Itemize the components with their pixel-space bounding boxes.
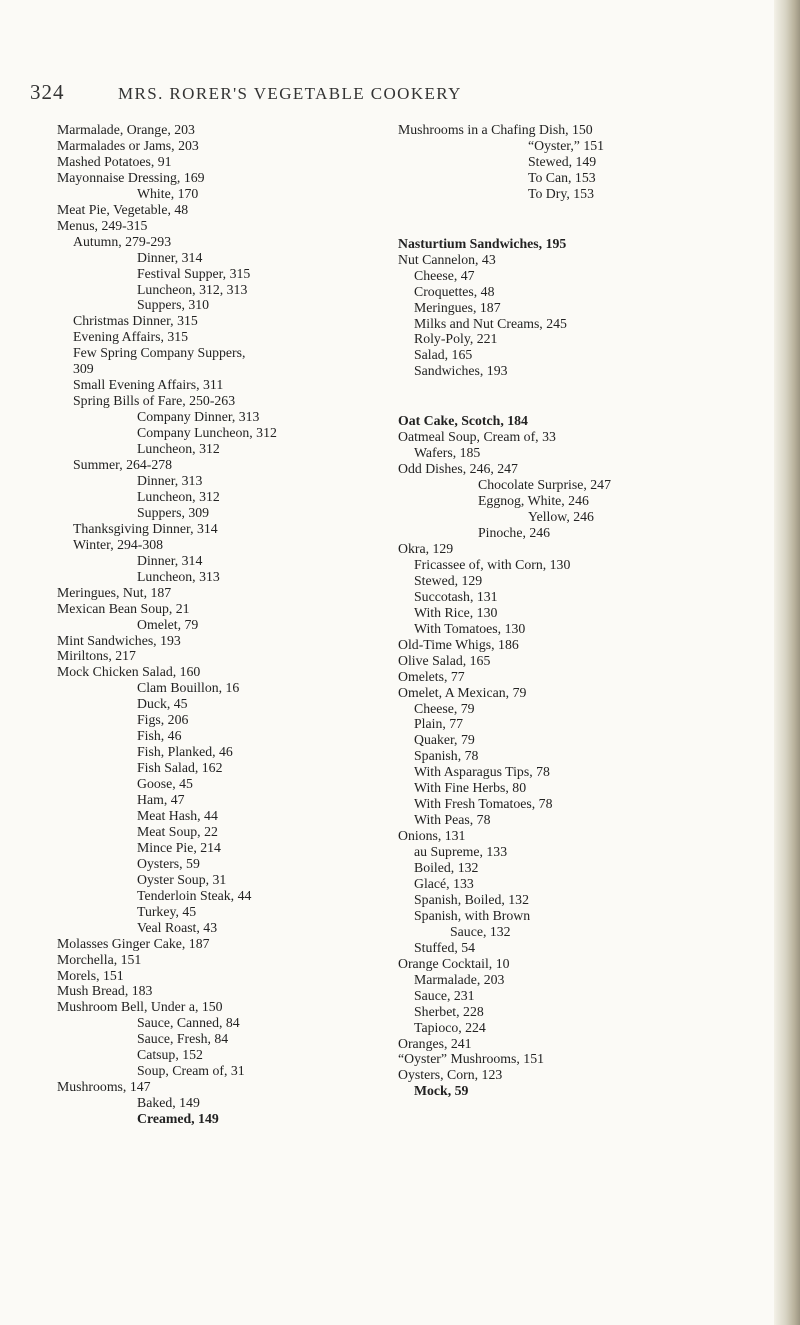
index-entry: Mushrooms, 147 [57,1079,151,1095]
index-entry: Okra, 129 [398,540,454,556]
index-subentry: Suppers, 310 [137,297,210,313]
index-subentry: Quaker, 79 [414,732,475,748]
page-number: 324 [30,80,65,104]
index-subentry: au Supreme, 133 [414,844,508,860]
index-subentry: To Dry, 153 [528,185,594,201]
index-subentry: Luncheon, 312, 313 [137,281,248,297]
index-subentry: Chocolate Surprise, 247 [478,477,611,493]
index-subentry: Spanish, Boiled, 132 [414,891,529,907]
index-entry: “Oyster” Mushrooms, 151 [398,1051,544,1067]
index-entry: Nasturtium Sandwiches, 195 [398,235,567,251]
running-head-title: MRS. RORER'S VEGETABLE COOKERY [118,84,462,103]
index-subentry: Few Spring Company Suppers, [73,345,246,361]
index-subentry: With Rice, 130 [414,604,498,620]
section-spacer [398,219,770,236]
index-entry: Mashed Potatoes, 91 [57,153,172,169]
index-entry: Oat Cake, Scotch, 184 [398,413,528,429]
index-subentry: Sherbet, 228 [414,1003,484,1019]
index-subentry: Pinoche, 246 [478,525,551,541]
index-subentry: With Peas, 78 [414,812,491,828]
index-subentry: Festival Supper, 315 [137,265,251,281]
index-subentry: Spring Bills of Fare, 250-263 [73,393,236,409]
index-subentry: Glacé, 133 [414,875,474,891]
page-edge-shadow [774,0,800,1325]
index-subentry: Salad, 165 [414,347,473,363]
index-subentry: Soup, Cream of, 31 [137,1063,245,1079]
index-column-left [57,122,387,1127]
index-subentry: Dinner, 313 [137,472,203,488]
index-subentry: Milks and Nut Creams, 245 [414,315,567,331]
index-subentry: Roly-Poly, 221 [414,331,498,347]
index-subentry: Spanish, with Brown [414,907,531,923]
index-subentry: Fish, Planked, 46 [137,744,233,760]
index-subentry: Ham, 47 [137,792,185,808]
index-subentry: Sauce, 132 [450,923,511,939]
index-subentry: Luncheon, 312 [137,441,220,457]
index-entry: Mint Sandwiches, 193 [57,632,181,648]
index-subentry: Marmalade, 203 [414,971,505,987]
index-subentry: Creamed, 149 [137,1111,219,1127]
index-subentry: Baked, 149 [137,1095,200,1111]
index-entry: Omelets, 77 [398,668,465,684]
index-subentry: Tenderloin Steak, 44 [137,887,252,903]
index-entry: Menus, 249-315 [57,217,148,233]
index-subentry: Oysters, 59 [137,855,200,871]
index-entry: Orange Cocktail, 10 [398,955,510,971]
index-subentry: Suppers, 309 [137,504,210,520]
index-subentry: Omelet, 79 [137,616,199,632]
index-subentry: Oyster Soup, 31 [137,871,227,887]
index-subentry: Autumn, 279-293 [73,233,172,249]
index-entry: Odd Dishes, 246, 247 [398,461,518,477]
index-subentry: Sandwiches, 193 [414,363,508,379]
index-subentry: Company Luncheon, 312 [137,425,277,441]
index-entry: Nut Cannelon, 43 [398,251,496,267]
index-subentry: “Oyster,” 151 [528,137,605,153]
index-subentry: Sauce, Fresh, 84 [137,1031,229,1047]
index-subentry: Cheese, 79 [414,700,475,716]
index-entry: Mushrooms in a Chafing Dish, 150 [398,122,593,137]
index-subentry: Christmas Dinner, 315 [73,313,198,329]
index-entry: Mushroom Bell, Under a, 150 [57,999,223,1015]
index-entry: Miriltons, 217 [57,648,136,664]
index-subentry: Catsup, 152 [137,1047,203,1063]
index-subentry: Evening Affairs, 315 [73,329,189,345]
index-subentry: Small Evening Affairs, 311 [73,377,224,393]
index-entry: Oysters, Corn, 123 [398,1067,503,1083]
index-subentry: Sauce, 231 [414,987,475,1003]
index-entry: Oatmeal Soup, Cream of, 33 [398,429,556,445]
index-entry: Morels, 151 [57,967,124,983]
index-subentry: Fish, 46 [137,728,182,744]
index-subentry: Mince Pie, 214 [137,839,221,855]
index-subentry: Fricassee of, with Corn, 130 [414,556,571,572]
index-entry: Olive Salad, 165 [398,652,491,668]
index-subentry: Meringues, 187 [414,299,501,315]
index-subentry: Winter, 294-308 [73,536,164,552]
index-entry: Morchella, 151 [57,951,142,967]
index-entry: Mock Chicken Salad, 160 [57,664,201,680]
index-entry: Onions, 131 [398,828,466,844]
index-subentry: Succotash, 131 [414,588,498,604]
index-subentry: Spanish, 78 [414,748,479,764]
index-subentry: Wafers, 185 [414,445,481,461]
index-subentry: Yellow, 246 [528,509,594,525]
index-entry: Molasses Ginger Cake, 187 [57,935,210,951]
index-subentry: Dinner, 314 [137,249,203,265]
index-subentry: Dinner, 314 [137,552,203,568]
index-subentry: Company Dinner, 313 [137,409,260,425]
index-subentry: Tapioco, 224 [414,1019,486,1035]
index-subentry: With Tomatoes, 130 [414,620,526,636]
index-subentry: Fish Salad, 162 [137,760,223,776]
index-subentry: Summer, 264-278 [73,457,173,473]
index-entry: Oranges, 241 [398,1035,472,1051]
index-subentry: Cheese, 47 [414,267,475,283]
index-subentry: Luncheon, 313 [137,568,220,584]
index-subentry: White, 170 [137,185,199,201]
index-subentry: Thanksgiving Dinner, 314 [73,520,218,536]
index-subentry: Clam Bouillon, 16 [137,680,240,696]
section-spacer [398,379,770,396]
index-subentry: Turkey, 45 [137,903,197,919]
index-subentry: Goose, 45 [137,776,193,792]
index-subentry: Eggnog, White, 246 [478,493,589,509]
index-subentry: Luncheon, 312 [137,488,220,504]
index-entry: Mush Bread, 183 [57,983,153,999]
section-spacer [398,202,770,219]
index-subentry: Stuffed, 54 [414,939,476,955]
index-subentry: With Fresh Tomatoes, 78 [414,796,553,812]
index-subentry: Meat Hash, 44 [137,807,218,823]
index-subentry: Croquettes, 48 [414,283,495,299]
index-entry: Marmalade, Orange, 203 [57,122,195,137]
index-subentry: Plain, 77 [414,716,464,732]
index-subentry: Duck, 45 [137,696,188,712]
index-subentry: Stewed, 149 [528,153,597,169]
index-entry: Meat Pie, Vegetable, 48 [57,201,189,217]
index-subentry: With Asparagus Tips, 78 [414,764,550,780]
index-entry: Mexican Bean Soup, 21 [57,600,190,616]
index-subentry: Veal Roast, 43 [137,919,218,935]
section-spacer [398,396,770,413]
index-subentry: 309 [73,361,94,377]
index-entry: Meringues, Nut, 187 [57,584,172,600]
index-entry: Marmalades or Jams, 203 [57,137,199,153]
index-subentry: Sauce, Canned, 84 [137,1015,240,1031]
index-subentry: Stewed, 129 [414,572,483,588]
index-column-right [398,122,770,1099]
index-entry: Old-Time Whigs, 186 [398,636,519,652]
index-entry: Omelet, A Mexican, 79 [398,684,527,700]
index-entry: Mayonnaise Dressing, 169 [57,169,205,185]
index-subentry: Figs, 206 [137,712,189,728]
index-subentry: Boiled, 132 [414,860,479,876]
index-subentry: Meat Soup, 22 [137,823,218,839]
index-subentry: To Can, 153 [528,169,596,185]
index-subentry: With Fine Herbs, 80 [414,780,527,796]
index-subentry: Mock, 59 [414,1083,469,1099]
